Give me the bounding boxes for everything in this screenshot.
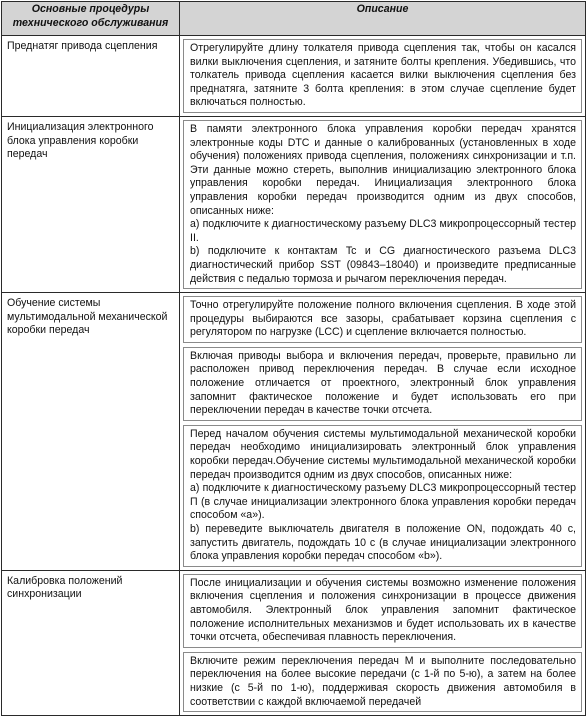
header-procedure: Основные процедуры технического обслуживания	[2, 2, 180, 36]
description-text: В памяти электронного блока управления коробки передач хранятся электронные коды DTC и данные о калиброванных (установленных в ходе обучения) положениях привода сцепления, положениях синхронизации и т.п. Эти данные можно стереть, выполнив инициализацию электронного блока управления коробки передач. Инициализация электронного блока управления коробки передач производится одним из двух способов, описанных ниже:	[190, 122, 576, 217]
description-box: Включите режим переключения передач М и выполните последовательно переключения на более высокие передачи (с 1-й по 5-ю), а затем на более низкие (с 5-й по 1-ю), поддерживая скорость движения автомобиля в соответствии с каждой включаемой передачей	[183, 652, 582, 712]
option-b-text: b) переведите выключатель двигателя в положение ON, подождать 40 с, запустить двигатель, подождать 10 с (в случае инициализации электронного блока управления коробки передач способом «b»).	[190, 523, 576, 563]
option-a-text: а) подключите к диагностическому разъему DLC3 микропроцессорный тестер П (в случае инициализации электронного блока управления коробки передач способом «а»).	[190, 482, 576, 522]
description-box: Отрегулируйте длину толкателя привода сцепления так, чтобы он касался вилки выключения сцепления, и затяните болты крепления. Убедившись, что толкатель привода сцепления касается вилки выключения сцепления без преднатяга, затяните 3 болта крепления: в этом случае сцепление будет включаться полностью.	[183, 39, 582, 113]
table-row	[2, 116, 586, 292]
description-box: После инициализации и обучения системы возможно изменение положения включения сцепления и положения синхронизации в процессе движения автомобиля. Электронный блок управления запомнит фактическое положение исполнительных механизмов и будет использовать их в качестве точки отсчета, обеспечивая плавность переключения.	[183, 574, 582, 648]
description-cell	[180, 570, 586, 715]
description-cell	[180, 116, 586, 292]
procedure-cell: Преднатяг привода сцепления	[2, 36, 180, 117]
description-box: Точно отрегулируйте положение полного включения сцепления. В ходе этой процедуры выбираются все зазоры, срабатывает корзина сцепления с регулятором по нагрузке (LCC) и сцепление включается полностью.	[183, 296, 582, 343]
table-row	[2, 293, 586, 571]
table-row	[2, 36, 586, 117]
description-cell	[180, 36, 586, 117]
description-box: Включая приводы выбора и включения передач, проверьте, правильно ли расположен привод переключения передач. В случае если исходное положение отличается от проектного, электронный блок управления запомнит фактическое положение и будет использовать его при переключении передач в качестве точки отсчета.	[183, 347, 582, 421]
option-a-text: а) подключите к диагностическому разъему DLC3 микропроцессорный тестер II.	[190, 218, 576, 244]
description-box	[183, 120, 582, 289]
maintenance-table	[1, 1, 586, 716]
procedure-cell: Калибровка положений синхронизации	[2, 570, 180, 715]
procedure-cell: Обучение системы мультимодальной механической коробки передач	[2, 293, 180, 571]
option-b-text: b) подключите к контактам Tc и CG диагностического разъема DLC3 диагностический прибор SST (09843–18040) и произведите предписанные действия с педалью тормоза и рычагом переключения передач.	[190, 245, 576, 285]
table-header-row	[2, 2, 586, 36]
description-box	[183, 425, 582, 567]
description-cell	[180, 293, 586, 571]
procedure-cell: Инициализация электронного блока управления коробки передач	[2, 116, 180, 292]
description-text: Перед началом обучения системы мультимодальной механической коробки передач необходимо инициализировать электронный блок управления коробки передач.Обучение системы мультимодальной механической коробки передач производится одним из двух способов, описанных ниже:	[190, 427, 576, 481]
table-row	[2, 570, 586, 715]
header-description: Описание	[180, 2, 586, 36]
